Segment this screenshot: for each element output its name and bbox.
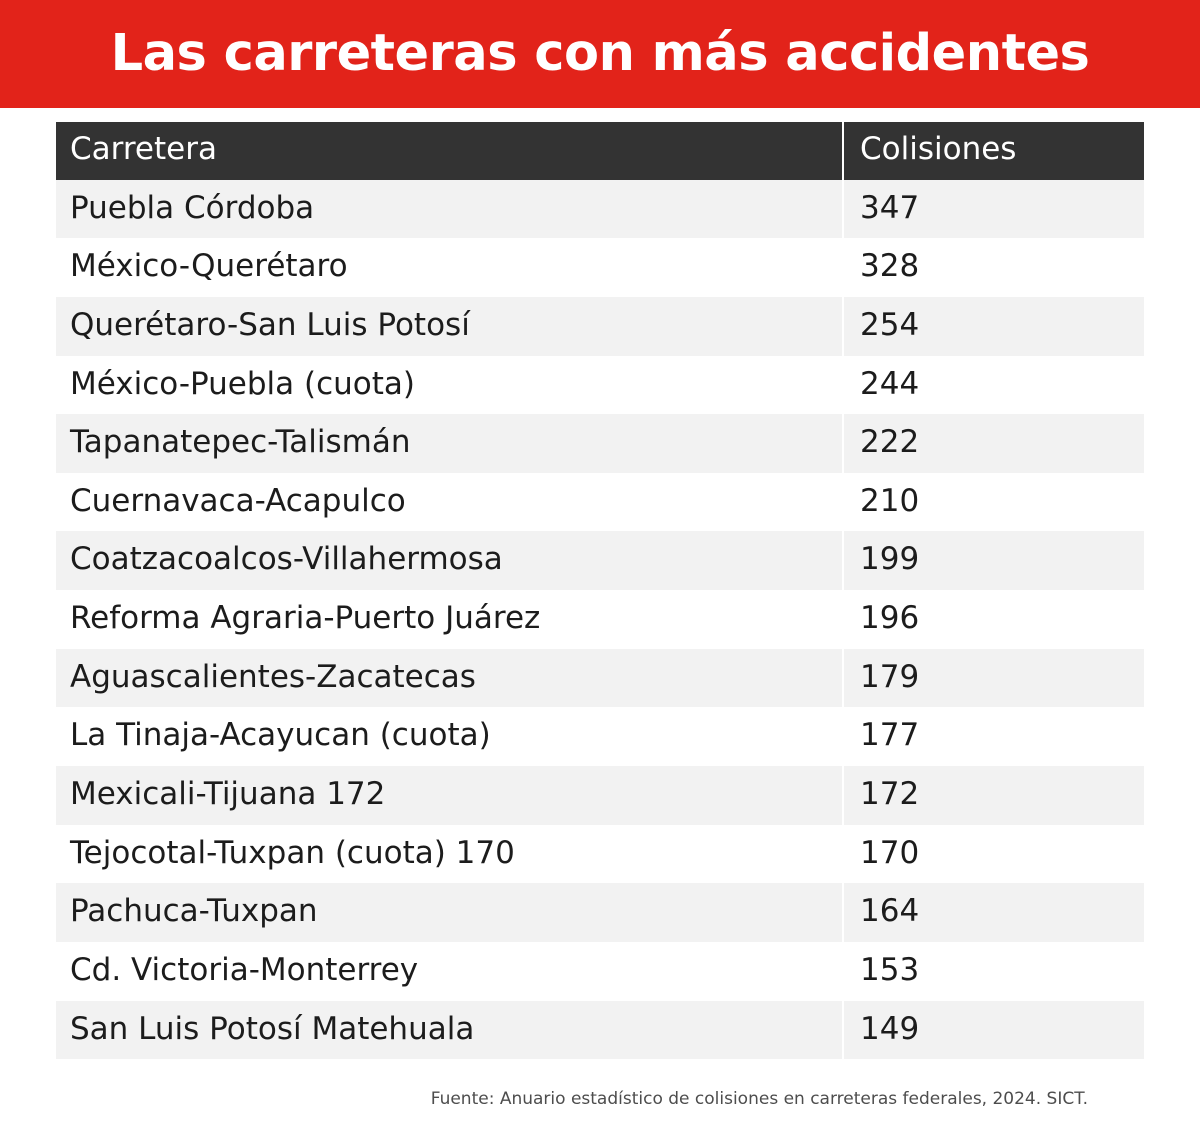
row-value: 153 — [843, 942, 1144, 1001]
table-row — [56, 180, 1144, 239]
row-name: Puebla Córdoba — [56, 180, 843, 239]
column-header-colisiones: Colisiones — [843, 122, 1144, 180]
row-value: 196 — [843, 590, 1144, 649]
table-header — [56, 122, 1144, 180]
table-row — [56, 238, 1144, 297]
table-row — [56, 356, 1144, 415]
row-value: 210 — [843, 473, 1144, 532]
row-value: 172 — [843, 766, 1144, 825]
row-name: Coatzacoalcos-Villahermosa — [56, 531, 843, 590]
row-name: Querétaro-San Luis Potosí — [56, 297, 843, 356]
row-value: 347 — [843, 180, 1144, 239]
accidents-table — [56, 122, 1144, 1059]
column-header-carretera: Carretera — [56, 122, 843, 180]
row-value: 244 — [843, 356, 1144, 415]
page-title: Las carreteras con más accidentes — [110, 24, 1090, 84]
table-row — [56, 531, 1144, 590]
row-value: 254 — [843, 297, 1144, 356]
row-value: 149 — [843, 1001, 1144, 1060]
row-value: 177 — [843, 707, 1144, 766]
row-name: Cuernavaca-Acapulco — [56, 473, 843, 532]
row-name: Reforma Agraria-Puerto Juárez — [56, 590, 843, 649]
row-name: La Tinaja-Acayucan (cuota) — [56, 707, 843, 766]
table-row — [56, 825, 1144, 884]
row-name: Mexicali-Tijuana 172 — [56, 766, 843, 825]
row-name: Pachuca-Tuxpan — [56, 883, 843, 942]
row-value: 179 — [843, 649, 1144, 708]
row-name: Tejocotal-Tuxpan (cuota) 170 — [56, 825, 843, 884]
table-container — [0, 108, 1200, 1109]
source-note: Fuente: Anuario estadístico de colisiones en carreteras federales, 2024. SICT. — [430, 1089, 1088, 1110]
row-name: México-Puebla (cuota) — [56, 356, 843, 415]
table-row — [56, 1001, 1144, 1060]
table-row — [56, 473, 1144, 532]
table-row — [56, 590, 1144, 649]
table-row — [56, 414, 1144, 473]
table-row — [56, 883, 1144, 942]
row-name: Tapanatepec-Talismán — [56, 414, 843, 473]
row-value: 164 — [843, 883, 1144, 942]
table-row — [56, 766, 1144, 825]
row-name: San Luis Potosí Matehuala — [56, 1001, 843, 1060]
table-row — [56, 942, 1144, 1001]
table-body — [56, 180, 1144, 1060]
table-header-row — [56, 122, 1144, 180]
table-row — [56, 707, 1144, 766]
row-value: 222 — [843, 414, 1144, 473]
row-name: Aguascalientes-Zacatecas — [56, 649, 843, 708]
row-value: 170 — [843, 825, 1144, 884]
row-value: 328 — [843, 238, 1144, 297]
row-value: 199 — [843, 531, 1144, 590]
row-name: México-Querétaro — [56, 238, 843, 297]
header-banner — [0, 0, 1200, 108]
row-name: Cd. Victoria-Monterrey — [56, 942, 843, 1001]
table-row — [56, 297, 1144, 356]
table-row — [56, 649, 1144, 708]
